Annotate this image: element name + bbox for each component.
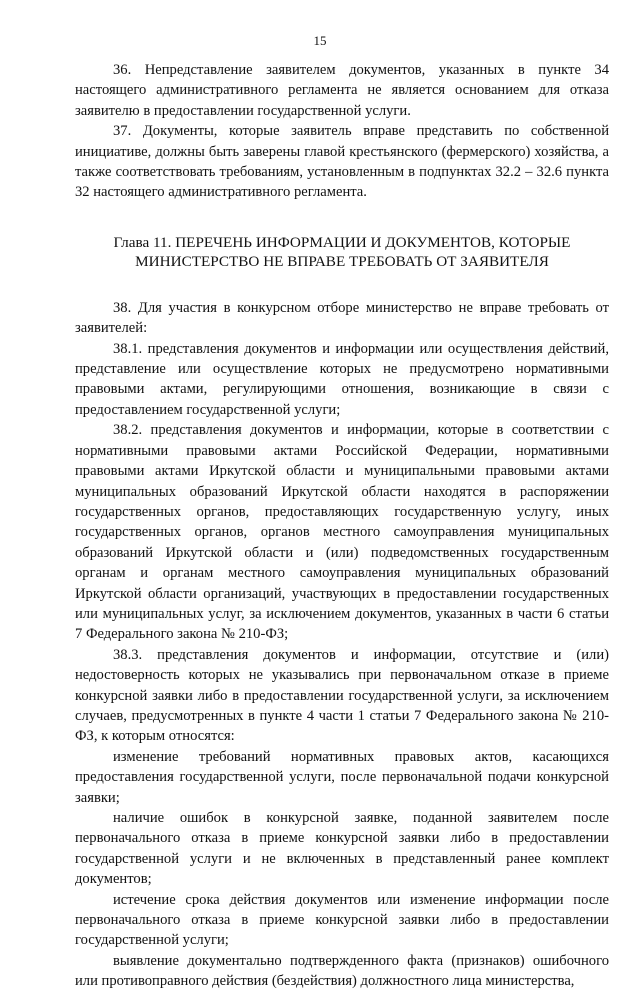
paragraph-37: 37. Документы, которые заявитель вправе представить по собственной инициативе, должны быть заверены главой крестьянского (фермерского) хозяйства, а также соответствовать требованиям, установленным в подпунктах 32.2 – 32.6 пункта 32 настоящего административного регламента. <box>75 123 609 201</box>
document-body <box>75 60 609 992</box>
paragraph-36: 36. Непредставление заявителем документов, указанных в пункте 34 настоящего административного регламента не является основанием для отказа заявителю в предоставлении государственной услуги. <box>75 62 609 119</box>
list-item-requirements-change: изменение требований нормативных правовых актов, касающихся предоставления государственной услуги, после первоначальной подачи конкурсной заявки; <box>75 748 609 806</box>
paragraph-38: 38. Для участия в конкурсном отборе министерство не вправе требовать от заявителей: <box>75 299 609 337</box>
page-number: 15 <box>313 33 327 48</box>
chapter-heading: Глава 11. ПЕРЕЧЕНЬ ИНФОРМАЦИИ И ДОКУМЕНТОВ, КОТОРЫЕ МИНИСТЕРСТВО НЕ ВПРАВЕ ТРЕБОВАТЬ ОТ ЗАЯВИТЕЛЯ <box>113 233 571 271</box>
list-item-wrongful-action: выявление документально подтвержденного факта (признаков) ошибочного или противоправного действия (бездействия) должностного лица министерства, <box>75 952 609 990</box>
paragraph-38-1: 38.1. представления документов и информации или осуществления действий, представление или осуществление которых не предусмотрено нормативными правовыми актами, регулирующими отношения, возникающие в связи с предоставлением государственной услуги; <box>75 340 609 418</box>
paragraph-38-3: 38.3. представления документов и информации, отсутствие и (или) недостоверность которых не указывались при первоначальном отказе в приеме конкурсной заявки либо в предоставлении государственной услуги, за исключением случаев, предусмотренных в пункте 4 части 1 статьи 7 Федерального закона № 210-ФЗ, к которым относятся: <box>75 646 609 745</box>
paragraph-38-2: 38.2. представления документов и информации, которые в соответствии с нормативными правовыми актами Российской Федерации, нормативными правовыми актами Иркутской области и муниципальными правовыми актами муниципальных образований Иркутской области находятся в распоряжении государственных органов, предоставляющих государственную услугу, иных государственных органов, органов местного самоуправления муниципальных образований Иркутской области и (или) подведомственных государственным органам и органам местного самоуправления муниципальных образований Иркутской области организаций, участвующих в предоставлении государственных или муниципальных услуг, за исключением документов, указанных в части 6 статьи 7 Федерального закона № 210-ФЗ; <box>75 422 609 643</box>
list-item-errors-in-application: наличие ошибок в конкурсной заявке, поданной заявителем после первоначального отказа в приеме конкурсной заявки либо в предоставлении государственной услуги и не включенных в представленный ранее комплект документов; <box>75 810 609 888</box>
list-item-documents-expiry: истечение срока действия документов или изменение информации после первоначального отказа в приеме конкурсной заявки либо в предоставлении государственной услуги; <box>75 891 609 949</box>
